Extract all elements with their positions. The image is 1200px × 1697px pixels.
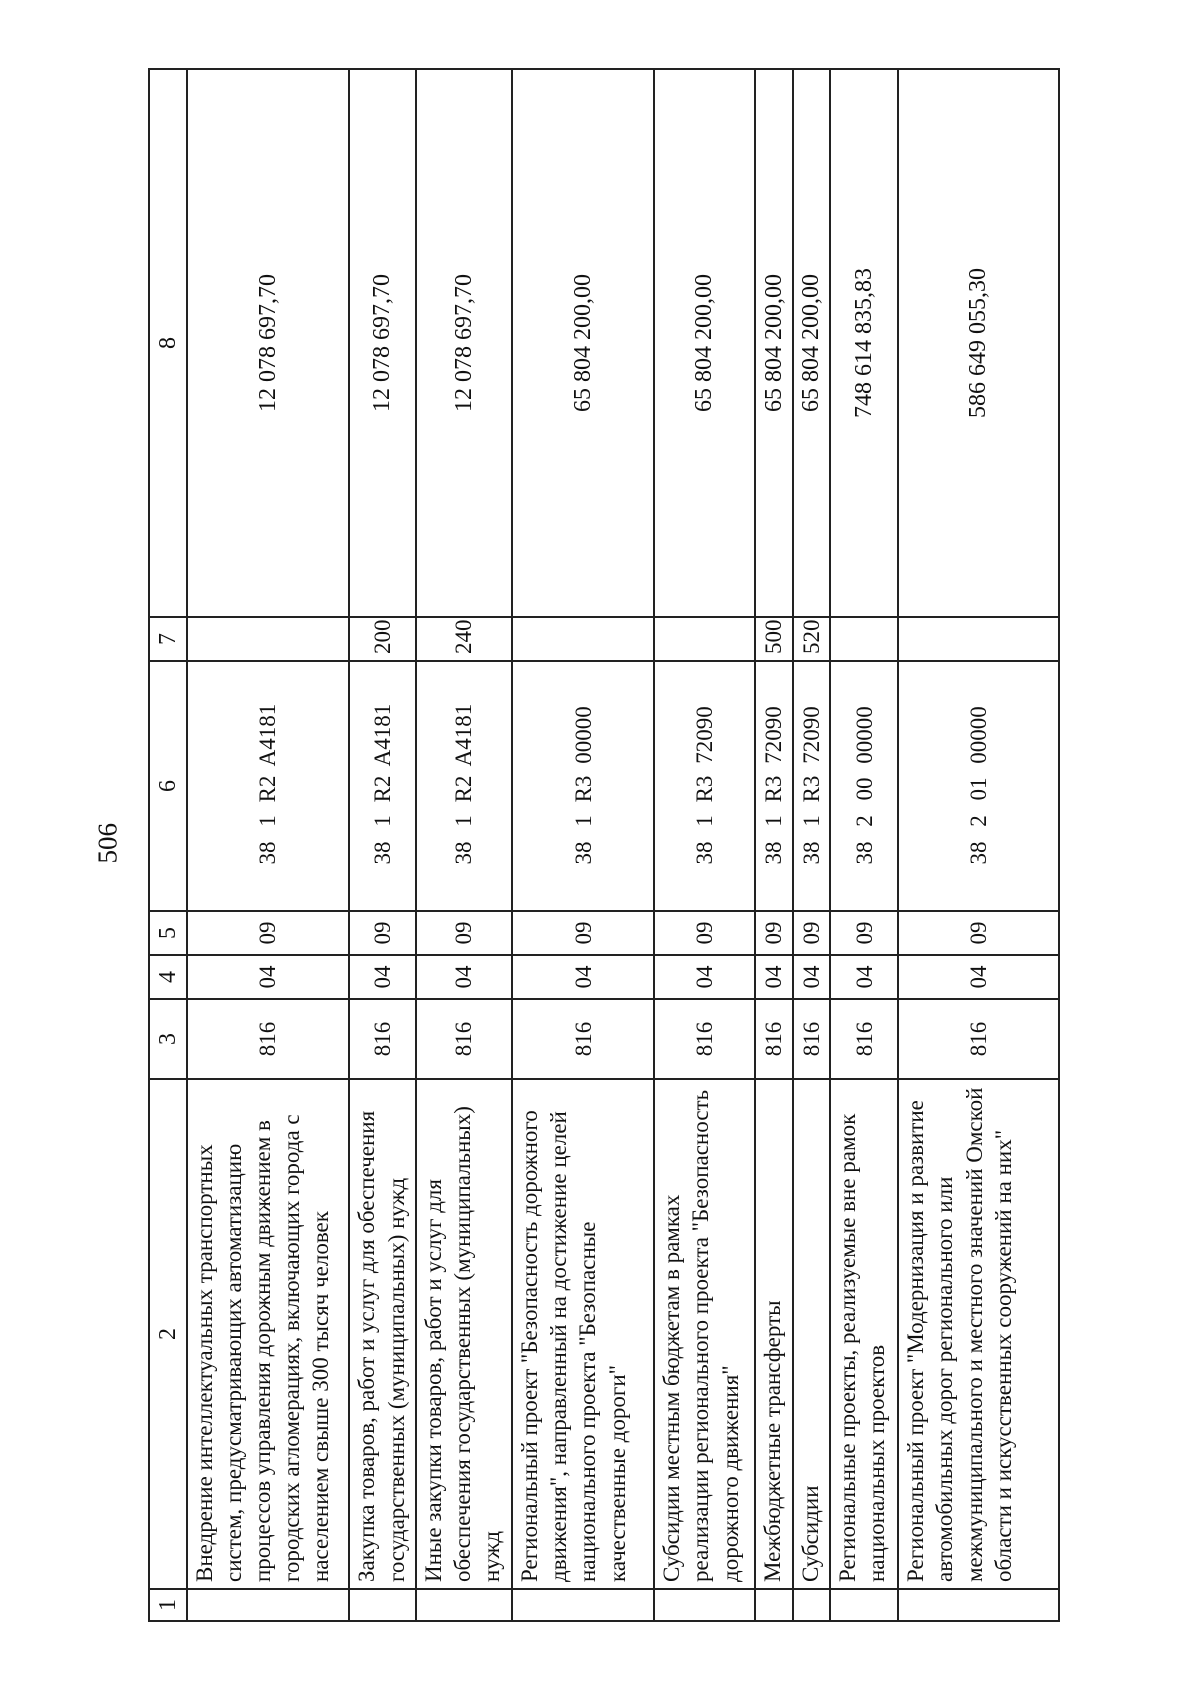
expense-name: Региональный проект "Модернизация и развитие автомобильных дорог регионального или межмуниципального и местного значений Омской области и искусственных сооружений на них"	[898, 1079, 1059, 1589]
table-row	[830, 69, 898, 1621]
rotated-page	[148, 70, 1060, 1622]
target-article-part: 2	[851, 815, 877, 827]
target-article-part: 2	[966, 815, 992, 827]
target-article-part: 38	[451, 841, 477, 865]
page-number: 506	[92, 823, 123, 864]
target-article-part: 72090	[798, 706, 824, 764]
grbs-cell: 816	[755, 999, 793, 1079]
column-number-row	[149, 69, 187, 1621]
grbs-cell: 816	[898, 999, 1059, 1079]
row-number-cell	[654, 1589, 755, 1621]
amount-cell: 65 804 200,00	[512, 69, 654, 617]
grbs-cell: 816	[187, 999, 350, 1079]
target-article-part: 00	[851, 777, 877, 801]
expense-type-cell	[830, 617, 898, 661]
target-article-part: 38	[798, 841, 824, 865]
target-article-cell	[793, 661, 831, 911]
target-article-part: R2	[369, 775, 395, 803]
grbs-cell: 816	[416, 999, 512, 1079]
row-number-cell	[755, 1589, 793, 1621]
section-cell: 04	[349, 955, 415, 999]
target-article-part: 38	[966, 841, 992, 865]
target-article-cell	[512, 661, 654, 911]
table-row	[898, 69, 1059, 1621]
table-row	[793, 69, 831, 1621]
subsection-cell: 09	[755, 911, 793, 955]
subsection-cell: 09	[830, 911, 898, 955]
expense-type-cell	[187, 617, 350, 661]
subsection-cell: 09	[416, 911, 512, 955]
target-article-cell	[349, 661, 415, 911]
target-article-part: R3	[761, 775, 787, 803]
section-cell: 04	[187, 955, 350, 999]
target-article-part: 01	[966, 777, 992, 801]
grbs-cell: 816	[512, 999, 654, 1079]
row-number-cell	[830, 1589, 898, 1621]
target-article-cell	[654, 661, 755, 911]
section-cell: 04	[512, 955, 654, 999]
column-header: 8	[149, 69, 187, 617]
amount-cell: 12 078 697,70	[187, 69, 350, 617]
expense-type-cell	[898, 617, 1059, 661]
target-article-part: 1	[692, 815, 718, 827]
target-article-part: R3	[570, 775, 596, 803]
target-article-part: 00000	[966, 706, 992, 764]
target-article-part: R2	[255, 775, 281, 803]
subsection-cell: 09	[793, 911, 831, 955]
table-row	[187, 69, 350, 1621]
amount-cell: 748 614 835,83	[830, 69, 898, 617]
row-number-cell	[187, 1589, 350, 1621]
expense-name: Субсидии местным бюджетам в рамках реализации регионального проекта "Безопасность дорожного движения"	[654, 1079, 755, 1589]
expense-name: Межбюджетные трансферты	[755, 1079, 793, 1589]
target-article-part: A4181	[255, 703, 281, 767]
expense-type-cell	[654, 617, 755, 661]
subsection-cell: 09	[512, 911, 654, 955]
row-number-cell	[793, 1589, 831, 1621]
target-article-part: 72090	[761, 706, 787, 764]
expense-name: Региональный проект "Безопасность дорожного движения", направленный на достижение целей национального проекта "Безопасные качественные дороги"	[512, 1079, 654, 1589]
target-article-part: A4181	[451, 703, 477, 767]
amount-cell: 65 804 200,00	[755, 69, 793, 617]
subsection-cell: 09	[349, 911, 415, 955]
target-article-part: 00000	[570, 706, 596, 764]
amount-cell: 12 078 697,70	[349, 69, 415, 617]
column-header: 3	[149, 999, 187, 1079]
grbs-cell: 816	[793, 999, 831, 1079]
target-article-part: 1	[369, 815, 395, 827]
target-article-part: 72090	[692, 706, 718, 764]
expense-name: Внедрение интеллектуальных транспортных систем, предусматривающих автоматизацию процессов управления дорожным движением в городских агломерациях, включающих города с населением свыше 300 тысяч человек	[187, 1079, 350, 1589]
grbs-cell: 816	[830, 999, 898, 1079]
target-article-part: 1	[451, 815, 477, 827]
table-row	[654, 69, 755, 1621]
target-article-part: R3	[692, 775, 718, 803]
target-article-part: 1	[798, 815, 824, 827]
table-row	[349, 69, 415, 1621]
column-header: 4	[149, 955, 187, 999]
amount-cell: 12 078 697,70	[416, 69, 512, 617]
target-article-part: 38	[570, 841, 596, 865]
section-cell: 04	[654, 955, 755, 999]
section-cell: 04	[793, 955, 831, 999]
target-article-part: 38	[692, 841, 718, 865]
section-cell: 04	[830, 955, 898, 999]
row-number-cell	[349, 1589, 415, 1621]
target-article-part: 38	[255, 841, 281, 865]
target-article-part: 1	[255, 815, 281, 827]
section-cell: 04	[898, 955, 1059, 999]
expense-name: Закупка товаров, работ и услуг для обеспечения государственных (муниципальных) нужд	[349, 1079, 415, 1589]
column-header: 5	[149, 911, 187, 955]
budget-table	[148, 68, 1060, 1622]
subsection-cell: 09	[187, 911, 350, 955]
table-row	[755, 69, 793, 1621]
amount-cell: 65 804 200,00	[654, 69, 755, 617]
row-number-cell	[512, 1589, 654, 1621]
column-header: 2	[149, 1079, 187, 1589]
row-number-cell	[416, 1589, 512, 1621]
target-article-part: R2	[451, 775, 477, 803]
target-article-cell	[755, 661, 793, 911]
expense-name: Субсидии	[793, 1079, 831, 1589]
target-article-part: 00000	[851, 706, 877, 764]
target-article-part: 1	[761, 815, 787, 827]
expense-name: Региональные проекты, реализуемые вне рамок национальных проектов	[830, 1079, 898, 1589]
table-row	[512, 69, 654, 1621]
column-header: 6	[149, 661, 187, 911]
target-article-part: R3	[798, 775, 824, 803]
target-article-cell	[416, 661, 512, 911]
section-cell: 04	[416, 955, 512, 999]
target-article-cell	[187, 661, 350, 911]
column-header: 7	[149, 617, 187, 661]
expense-type-cell: 500	[755, 617, 793, 661]
target-article-cell	[898, 661, 1059, 911]
expense-type-cell: 520	[793, 617, 831, 661]
grbs-cell: 816	[654, 999, 755, 1079]
expense-type-cell: 240	[416, 617, 512, 661]
amount-cell: 65 804 200,00	[793, 69, 831, 617]
target-article-part: 1	[570, 815, 596, 827]
table-row	[416, 69, 512, 1621]
column-header: 1	[149, 1589, 187, 1621]
row-number-cell	[898, 1589, 1059, 1621]
expense-name: Иные закупки товаров, работ и услуг для обеспечения государственных (муниципальных) нужд	[416, 1079, 512, 1589]
target-article-part: 38	[761, 841, 787, 865]
target-article-part: 38	[851, 841, 877, 865]
grbs-cell: 816	[349, 999, 415, 1079]
expense-type-cell	[512, 617, 654, 661]
expense-type-cell: 200	[349, 617, 415, 661]
target-article-cell	[830, 661, 898, 911]
amount-cell: 586 649 055,30	[898, 69, 1059, 617]
target-article-part: 38	[369, 841, 395, 865]
target-article-part: A4181	[369, 703, 395, 767]
section-cell: 04	[755, 955, 793, 999]
subsection-cell: 09	[654, 911, 755, 955]
subsection-cell: 09	[898, 911, 1059, 955]
